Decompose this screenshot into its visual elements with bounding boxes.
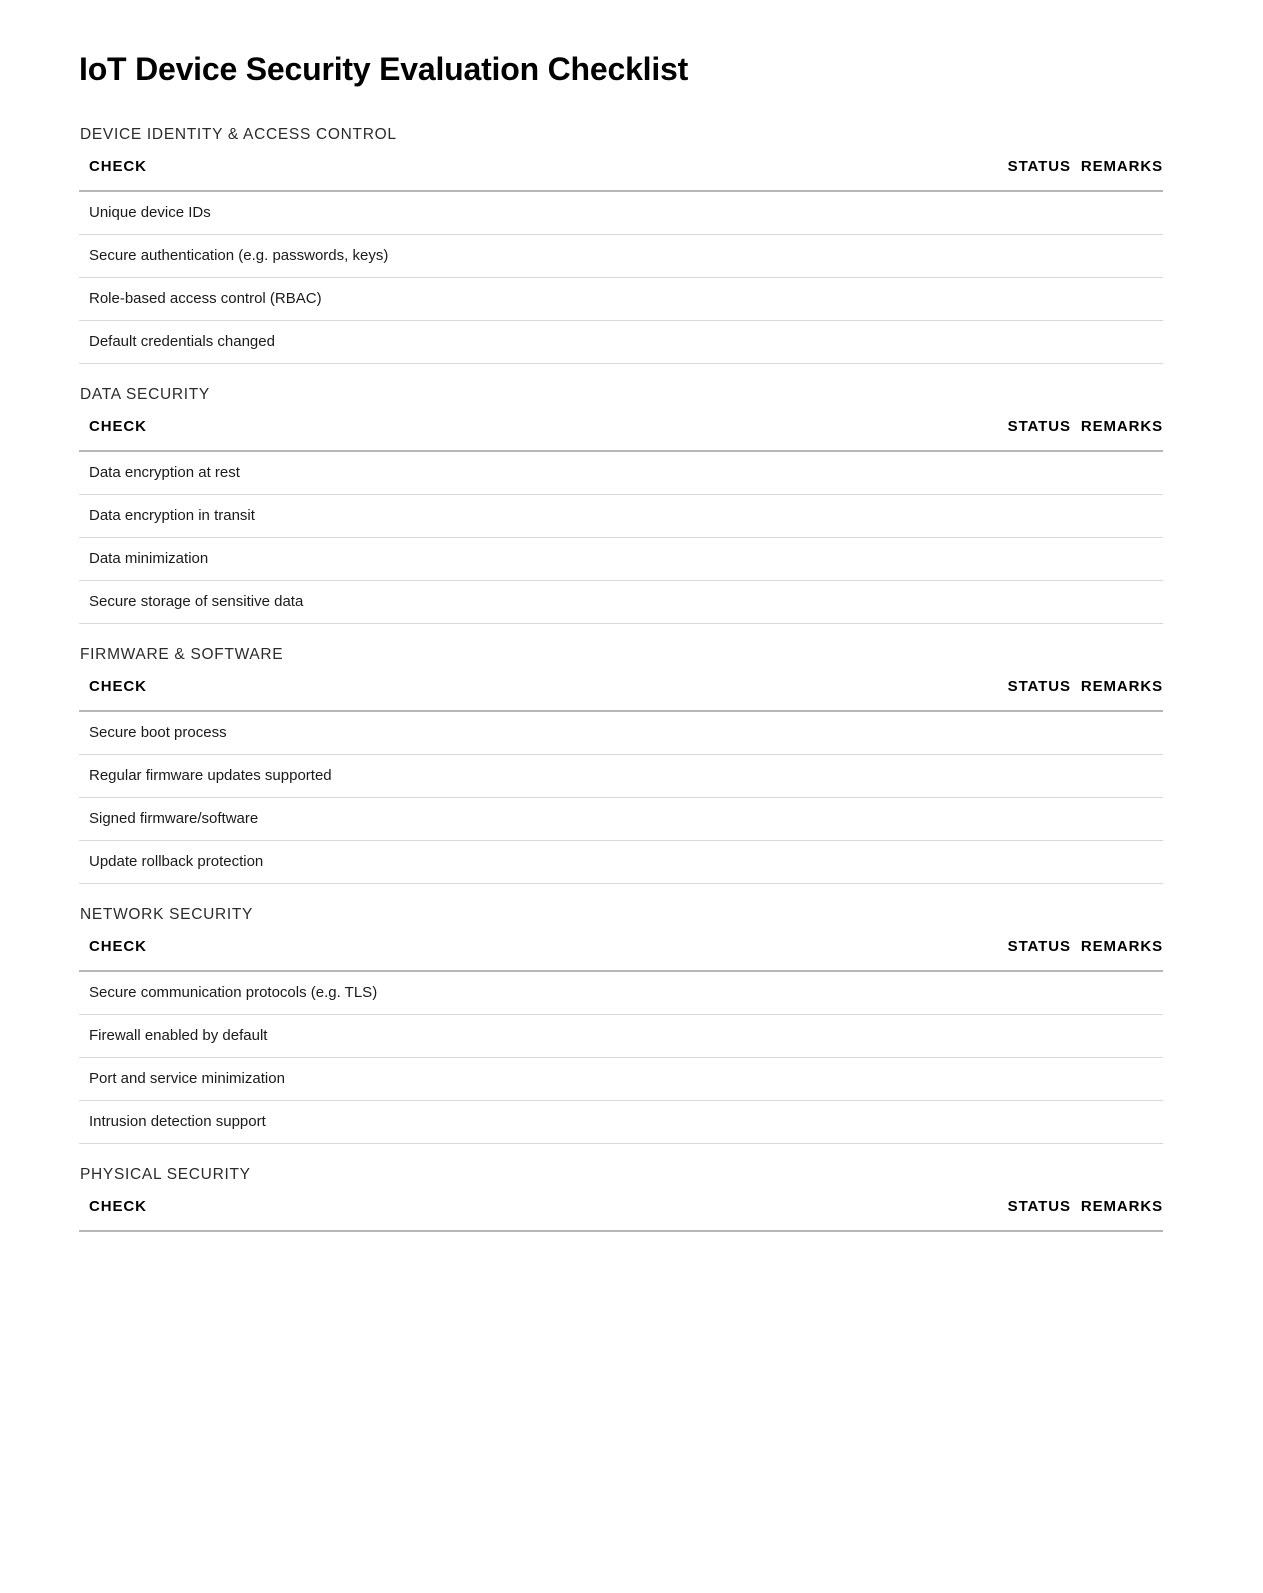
cell-remarks [1071,840,1163,883]
page-title: IoT Device Security Evaluation Checklist [79,51,689,87]
checklist-section [79,1166,1163,1232]
column-header-remarks: REMARKS [1071,1198,1163,1231]
cell-remarks [1071,580,1163,623]
column-header-status: STATUS [998,678,1071,711]
table-row [79,451,1163,495]
table-row [79,971,1163,1015]
cell-check: Unique device IDs [79,191,998,235]
cell-status [998,451,1071,495]
table-row [79,711,1163,755]
cell-remarks [1071,191,1163,235]
checklist-table [79,938,1163,1144]
checklist-table [79,418,1163,624]
section-label: DATA SECURITY [80,385,210,403]
cell-check: Update rollback protection [79,840,998,883]
column-header-status: STATUS [998,158,1071,191]
section-label: FIRMWARE & SOFTWARE [80,645,284,663]
checklist-section [79,646,1163,884]
table-row [79,537,1163,580]
column-header-check: CHECK [79,158,998,191]
cell-check: Secure communication protocols (e.g. TLS) [79,971,998,1015]
cell-remarks [1071,1057,1163,1100]
cell-check: Intrusion detection support [79,1100,998,1143]
section-label: DEVICE IDENTITY & ACCESS CONTROL [80,125,397,143]
checklist-section [79,126,1163,364]
cell-remarks [1071,797,1163,840]
column-header-check: CHECK [79,1198,998,1231]
cell-check: Data minimization [79,537,998,580]
column-header-remarks: REMARKS [1071,678,1163,711]
column-header-remarks: REMARKS [1071,158,1163,191]
table-header-row [79,1198,1163,1231]
cell-status [998,537,1071,580]
cell-remarks [1071,537,1163,580]
table-header-row [79,678,1163,711]
column-header-check: CHECK [79,418,998,451]
section-label: PHYSICAL SECURITY [80,1165,251,1183]
table-row [79,320,1163,363]
cell-status [998,191,1071,235]
cell-remarks [1071,711,1163,755]
cell-status [998,1100,1071,1143]
cell-remarks [1071,754,1163,797]
cell-status [998,754,1071,797]
checklist-section [79,386,1163,624]
cell-check: Role-based access control (RBAC) [79,277,998,320]
cell-check: Port and service minimization [79,1057,998,1100]
checklist-section [79,906,1163,1144]
table-row [79,191,1163,235]
column-header-status: STATUS [998,938,1071,971]
table-row [79,277,1163,320]
table-row [79,1057,1163,1100]
cell-check: Regular firmware updates supported [79,754,998,797]
cell-check: Secure storage of sensitive data [79,580,998,623]
cell-remarks [1071,277,1163,320]
cell-remarks [1071,1100,1163,1143]
cell-status [998,840,1071,883]
cell-remarks [1071,234,1163,277]
checklist-sections [79,126,1163,1232]
cell-remarks [1071,451,1163,495]
column-header-check: CHECK [79,938,998,971]
cell-status [998,494,1071,537]
checklist-table [79,678,1163,884]
section-label: NETWORK SECURITY [80,905,254,923]
cell-status [998,971,1071,1015]
column-header-remarks: REMARKS [1071,938,1163,971]
table-row [79,754,1163,797]
table-row [79,494,1163,537]
cell-status [998,320,1071,363]
cell-remarks [1071,971,1163,1015]
cell-remarks [1071,320,1163,363]
cell-status [998,234,1071,277]
column-header-status: STATUS [998,418,1071,451]
table-header-row [79,418,1163,451]
column-header-remarks: REMARKS [1071,418,1163,451]
column-header-check: CHECK [79,678,998,711]
cell-check: Data encryption at rest [79,451,998,495]
cell-check: Firewall enabled by default [79,1014,998,1057]
table-row [79,1014,1163,1057]
table-row [79,234,1163,277]
cell-check: Secure authentication (e.g. passwords, keys) [79,234,998,277]
cell-check: Default credentials changed [79,320,998,363]
cell-remarks [1071,494,1163,537]
column-header-status: STATUS [998,1198,1071,1231]
cell-status [998,1057,1071,1100]
table-row [79,797,1163,840]
table-row [79,580,1163,623]
checklist-table [79,1198,1163,1232]
cell-remarks [1071,1014,1163,1057]
cell-status [998,580,1071,623]
cell-check: Secure boot process [79,711,998,755]
checklist-table [79,158,1163,364]
cell-check: Data encryption in transit [79,494,998,537]
cell-status [998,1014,1071,1057]
table-row [79,840,1163,883]
cell-status [998,711,1071,755]
cell-check: Signed firmware/software [79,797,998,840]
table-header-row [79,938,1163,971]
cell-status [998,797,1071,840]
cell-status [998,277,1071,320]
table-header-row [79,158,1163,191]
table-row [79,1100,1163,1143]
